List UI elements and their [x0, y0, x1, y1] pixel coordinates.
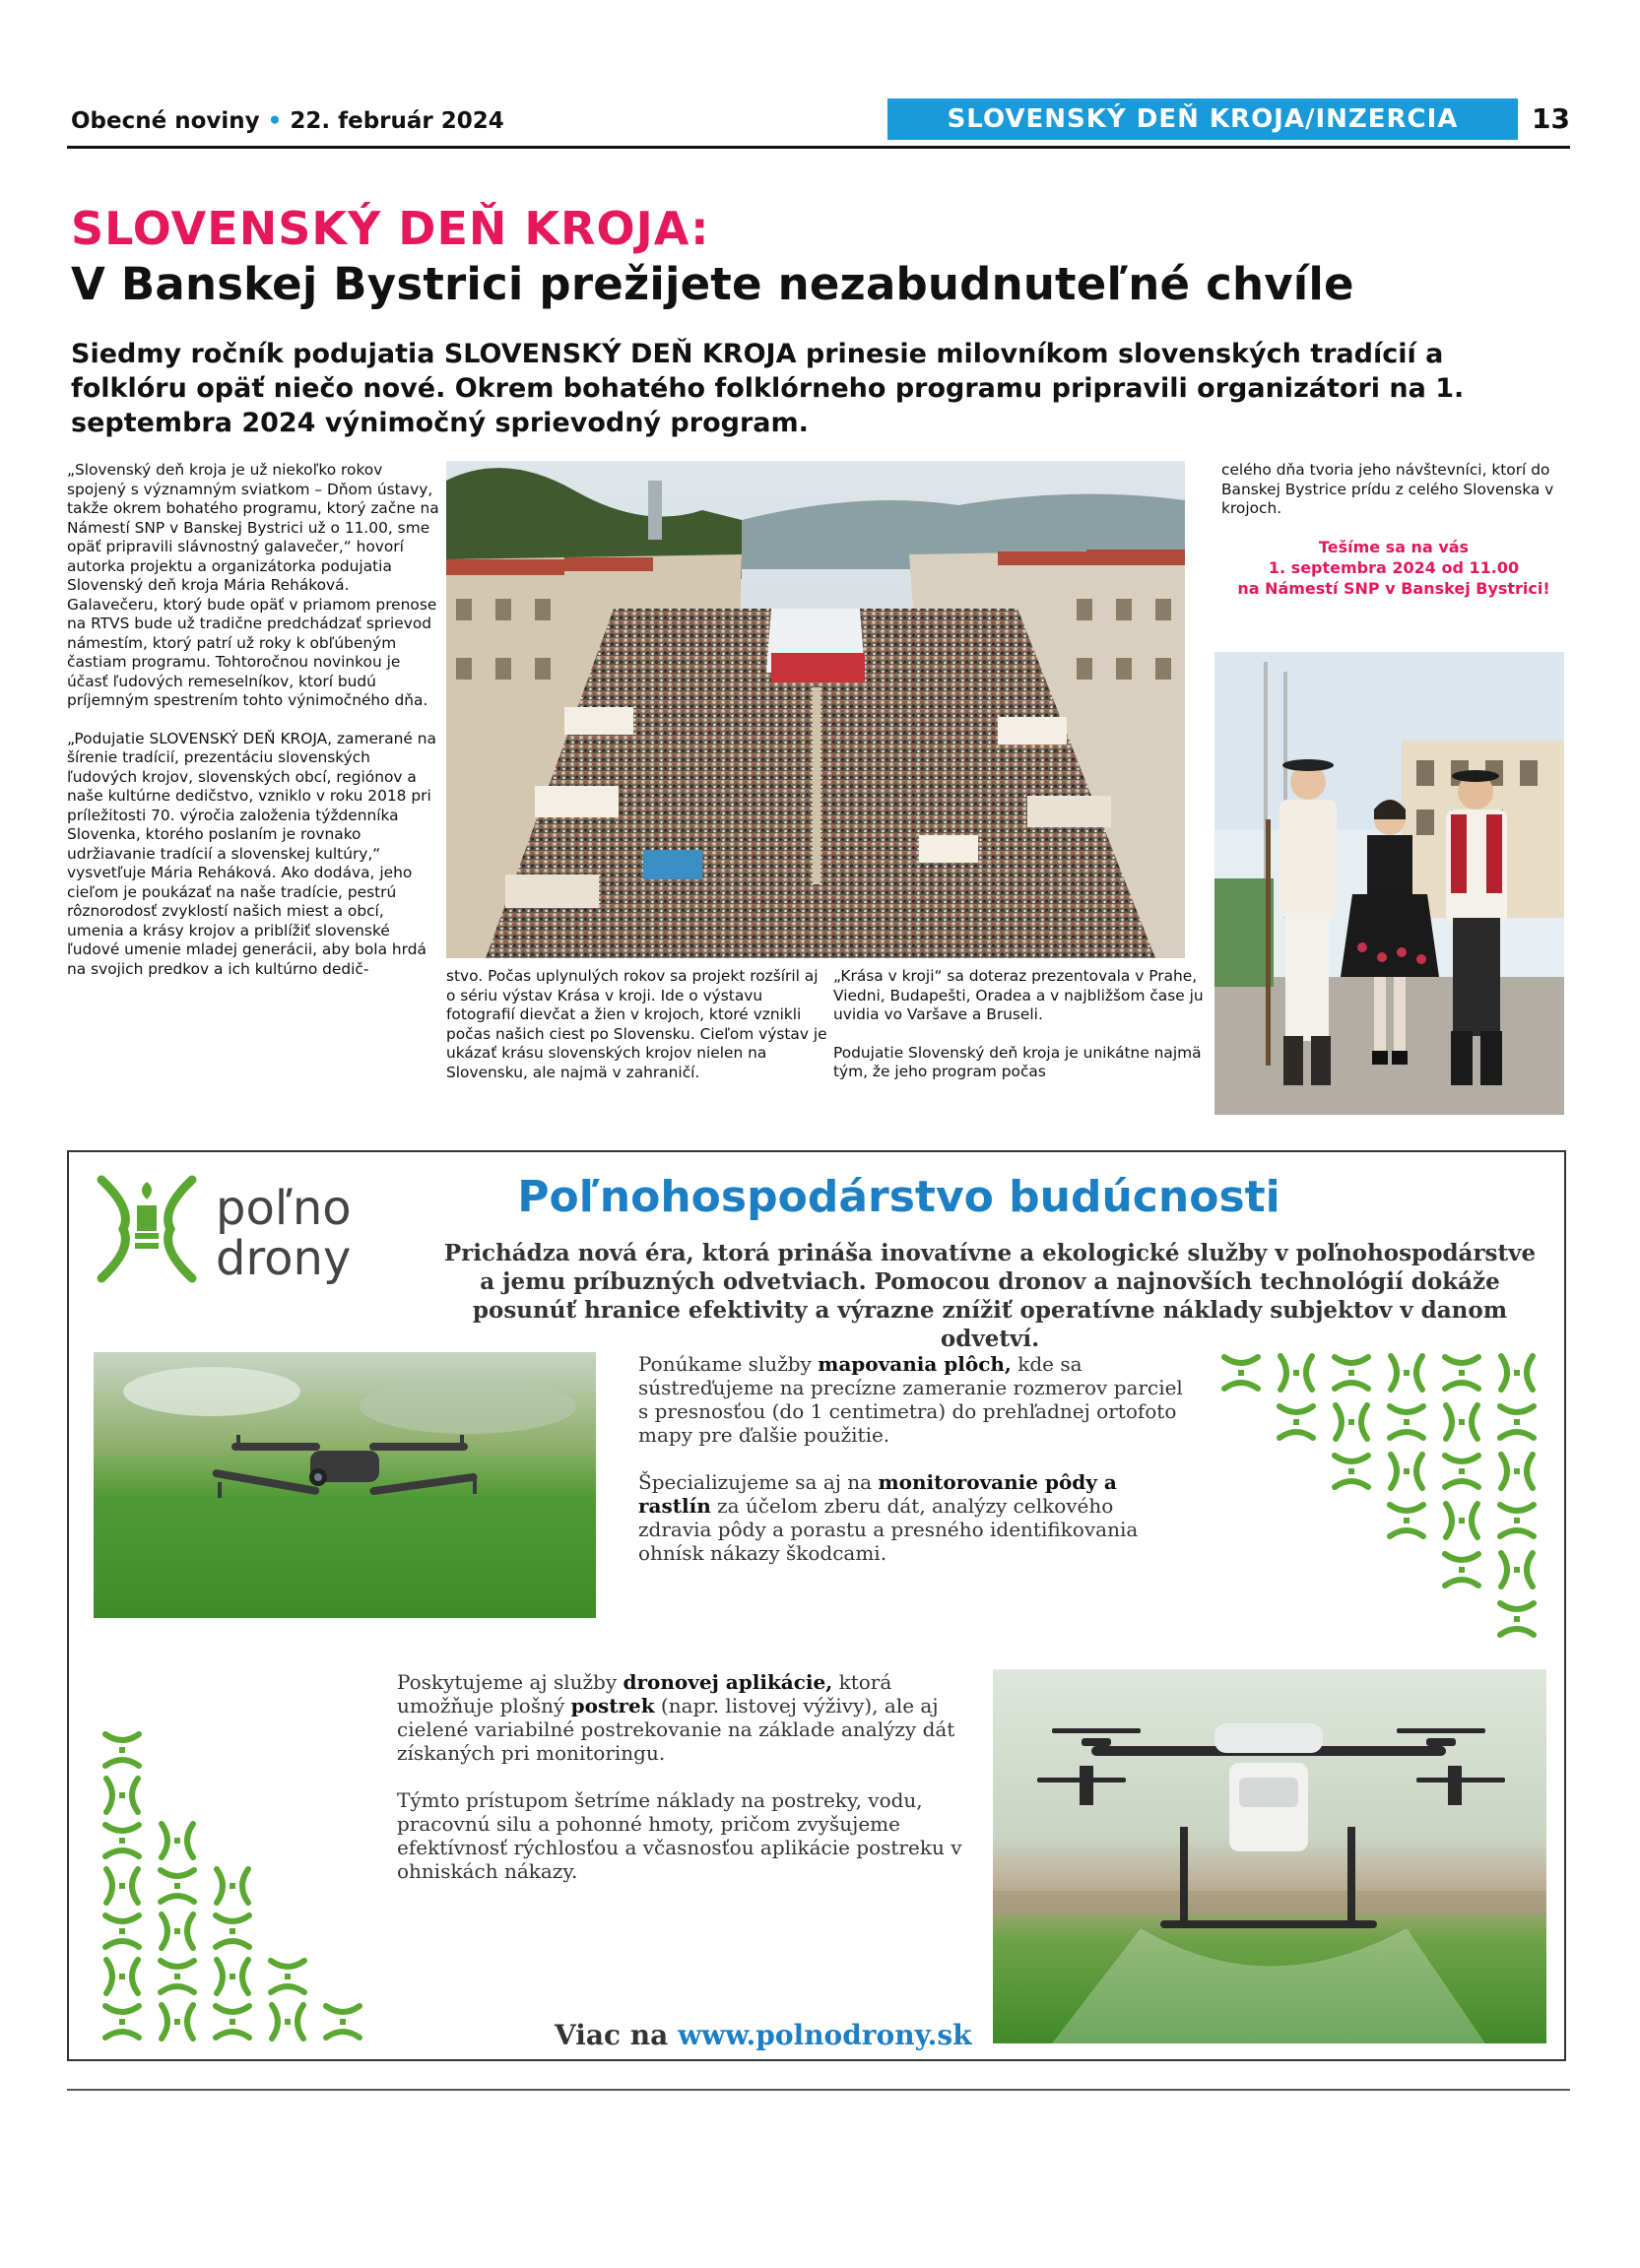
article-column-3: [833, 967, 1215, 1101]
pattern-mark: [105, 1734, 139, 1766]
page-bottom-rule: [67, 2089, 1570, 2091]
pattern-mark: [1501, 1455, 1533, 1488]
pattern-mark: [1500, 1406, 1534, 1438]
pattern-mark: [106, 1869, 138, 1903]
text-run: za účelom zberu dát, analýzy celkového zdravia pôdy a porastu a presného identifikovania ohnísk nákazy škodcami.: [638, 1494, 1139, 1565]
pattern-mark: [105, 1825, 139, 1856]
pattern-mark: [106, 1779, 138, 1812]
text-run: Ponúkame služby: [638, 1352, 819, 1376]
pattern-mark: [162, 1914, 193, 1948]
pattern-mark: [1335, 1357, 1368, 1389]
pattern-mark: [1446, 1405, 1477, 1439]
pattern-mark: [105, 2006, 139, 2038]
issue-date: 22. február 2024: [290, 108, 504, 134]
pattern-mark: [1445, 1554, 1478, 1586]
pattern-mark: [1224, 1357, 1258, 1389]
text-run-bold: mapovania plôch,: [818, 1352, 1012, 1376]
website-link[interactable]: www.polnodrony.sk: [678, 2019, 972, 2051]
pattern-mark: [162, 2005, 193, 2039]
paragraph: „Krása v kroji“ sa doteraz prezentovala v Prahe, Viedni, Budapešti, Oradea a v najbližšom čase ju uvidia vo Varšave a Bruseli.: [833, 967, 1204, 1023]
ad-title: Poľnohospodárstvo budúcnosti: [517, 1172, 1280, 1222]
paragraph: stvo. Počas uplynulých rokov sa projekt rozšíril aj o sériu výstav Krása v kroji. Ide o výstavu fotografií dievčat a žien v krojoch, ktoré vznikli počas našich ciest po Slovensku. Cieľom výstav je ukázať krásu slovenských krojov nielen na Slovensku, ale najmä v zahraničí.: [446, 967, 827, 1081]
text-run: Poskytujeme aj služby: [397, 1670, 623, 1694]
article-lead: Siedmy ročník podujatia SLOVENSKÝ DEŇ KROJA prinesie milovníkom slovenských tradícií a folklóru opäť niečo nové. Okrem bohatého folklórneho programu pripravili organizátori na 1. septembra 2024 výnimočný sprievodný program.: [71, 339, 1465, 438]
text-run: (napr. listovej výživy), ale aj cielené variabilné postrekovanie na základe analýzy dát získaných pri monitoringu.: [397, 1694, 955, 1765]
article-column-1: [67, 461, 439, 998]
paper-name: Obecné noviny: [71, 108, 260, 134]
text-run-bold: dronovej aplikácie,: [623, 1670, 833, 1694]
pattern-mark: [1390, 1505, 1423, 1536]
pattern-mark: [1280, 1356, 1312, 1390]
header-rule: [67, 146, 1570, 149]
text-run: Špecializujeme sa aj na: [638, 1470, 879, 1494]
ad-text-block-1: [638, 1352, 1190, 1588]
mapping-drone-photo: [94, 1352, 596, 1618]
invitation-note: [1221, 537, 1566, 599]
pattern-mark: [1500, 1603, 1534, 1635]
pattern-mark: [1445, 1456, 1478, 1487]
logo-line-2: drony: [216, 1231, 352, 1286]
pattern-mark: [1391, 1356, 1422, 1390]
paragraph: celého dňa tvoria jeho návštevníci, ktorí do Banskej Bystrice prídu z celého Slovenska v krojoch.: [1221, 461, 1554, 517]
logo-line-1: poľno: [216, 1181, 352, 1236]
folk-costume-photo: [1214, 652, 1564, 1115]
page-header: [71, 108, 504, 134]
pattern-mark: [106, 1960, 138, 1993]
paragraph: „Podujatie SLOVENSKÝ DEŇ KROJA, zamerané na šírenie tradícií, prezentáciu slovenských ľudových krojov, slovenských obcí, regiónov a naše kultúrne dedičstvo, vzniklo v roku 2018 pri príležitosti 70. výročia založenia týždenníka Slovenka, ktorého poslaním je rovnako udržiavanie tradícií a slovenskej kultúry,“ vysvetľuje Mária Reháková. Ako dodáva, jeho cieľom je poukázať na naše tradície, pestrú rôznorodosť zvyklostí našich miest a obcí, umenia a krásy krojov a priblížiť slovenské ľudové umenie mladej generácii, aby bola hrdá na svojich predkov a ich kultúrno dedič-: [67, 729, 436, 978]
paragraph: „Slovenský deň kroja je už niekoľko rokov spojený s významným sviatkom – Dňom ústavy, takže okrem bohatého programu, ktorý začne na Námestí SNP v Banskej Bystrici už o 11.00, sme opäť pripravili slávnostný galavečer,“ hovorí autorka projektu a organizátorka podujatia Slovenský deň kroja Mária Reháková. Galavečeru, ktorý bude opäť v priamom prenose na RTVS bude už tradične predchádzať sprievod námestím, ktorý patrí už roky k obľúbeným častiam programu. Tohtoročnou novinkou je účasť ľudových remeselníkov, ktorí budú príjemným spestrením tohto výnimočného dňa.: [67, 461, 439, 709]
pattern-mark: [1445, 1357, 1478, 1389]
spraying-drone-photo: [993, 1669, 1546, 2043]
pattern-mark: [162, 1824, 193, 1857]
pattern-mark: [272, 2005, 303, 2039]
pattern-mark: [217, 1960, 248, 1993]
pattern-mark: [1391, 1455, 1422, 1488]
green-x-pattern-icon: [1212, 1347, 1546, 1643]
pattern-mark: [1501, 1356, 1533, 1390]
pattern-mark: [1446, 1504, 1477, 1537]
pattern-mark: [1501, 1553, 1533, 1587]
ad-text-block-2: [397, 1670, 968, 1907]
pattern-mark: [1500, 1505, 1534, 1536]
pattern-mark: [216, 1915, 249, 1947]
text-run-bold: monitorovanie pôdy a rastlín: [638, 1470, 1117, 1518]
text-run: kde sa sústreďujeme na precízne zameranie rozmerov parciel s presnosťou (do 1 centimetra) do prehľadnej ortofoto mapy pre ďalšie použitie.: [638, 1352, 1183, 1447]
pattern-mark: [105, 1915, 139, 1947]
pattern-mark: [161, 1961, 194, 1992]
more-label: Viac na: [555, 2019, 679, 2051]
paragraph: Podujatie Slovenský deň kroja je unikátne najmä tým, že jeho program počas: [833, 1043, 1202, 1080]
pattern-mark: [1335, 1456, 1368, 1487]
pattern-mark: [1390, 1406, 1423, 1438]
ad-paragraph-mapping: [638, 1352, 1190, 1447]
ad-paragraph-monitoring: [638, 1470, 1190, 1565]
ad-paragraph-savings: Týmto prístupom šetríme náklady na postreky, vodu, pracovnú silu a pohonné hmoty, pričom zvyšujeme efektívnosť rýchlosťou a včasnosťou aplikácie postreku v ohniskách nákazy.: [397, 1788, 962, 1883]
article-column-2: [446, 967, 827, 1101]
pattern-mark: [271, 1961, 304, 1992]
pattern-mark: [1279, 1406, 1313, 1438]
article-kicker: SLOVENSKÝ DEŇ KROJA:: [71, 202, 710, 255]
ad-intro: Prichádza nová éra, ktorá prináša inovatívne a ekologické služby v poľnohospodárstve a jemu príbuzných odvetviach. Pomocou dronov a najnovších technológií dokáže posunúť hranice efektivity a výrazne znížiť operatívne náklady subjektov v danom odvetví.: [443, 1240, 1537, 1352]
section-tag: SLOVENSKÝ DEŇ KROJA/INZERCIA: [887, 98, 1518, 140]
page-number: 13: [1532, 102, 1570, 135]
square-festival-photo: [446, 461, 1185, 958]
ad-paragraph-application: [397, 1670, 968, 1765]
pattern-mark: [326, 2006, 360, 2038]
pattern-mark: [217, 1869, 248, 1903]
invitation-line: 1. septembra 2024 od 11.00: [1268, 558, 1520, 577]
pattern-mark: [161, 1870, 194, 1902]
text-run: ktorá umožňuje plošný: [397, 1670, 892, 1717]
invitation-line: na Námestí SNP v Banskej Bystrici!: [1237, 579, 1550, 598]
invitation-line: Tešíme sa na vás: [1318, 538, 1470, 556]
more-info-line: [555, 2019, 972, 2051]
pattern-mark: [1336, 1405, 1367, 1439]
article-headline: V Banskej Bystrici prežijete nezabudnuteľné chvíle: [71, 258, 1354, 310]
article-column-4: [1221, 461, 1566, 538]
green-x-pattern-icon: [98, 1728, 433, 2043]
text-run-bold: postrek: [570, 1694, 655, 1717]
pattern-mark: [216, 2006, 249, 2038]
header-separator: •: [267, 108, 283, 134]
